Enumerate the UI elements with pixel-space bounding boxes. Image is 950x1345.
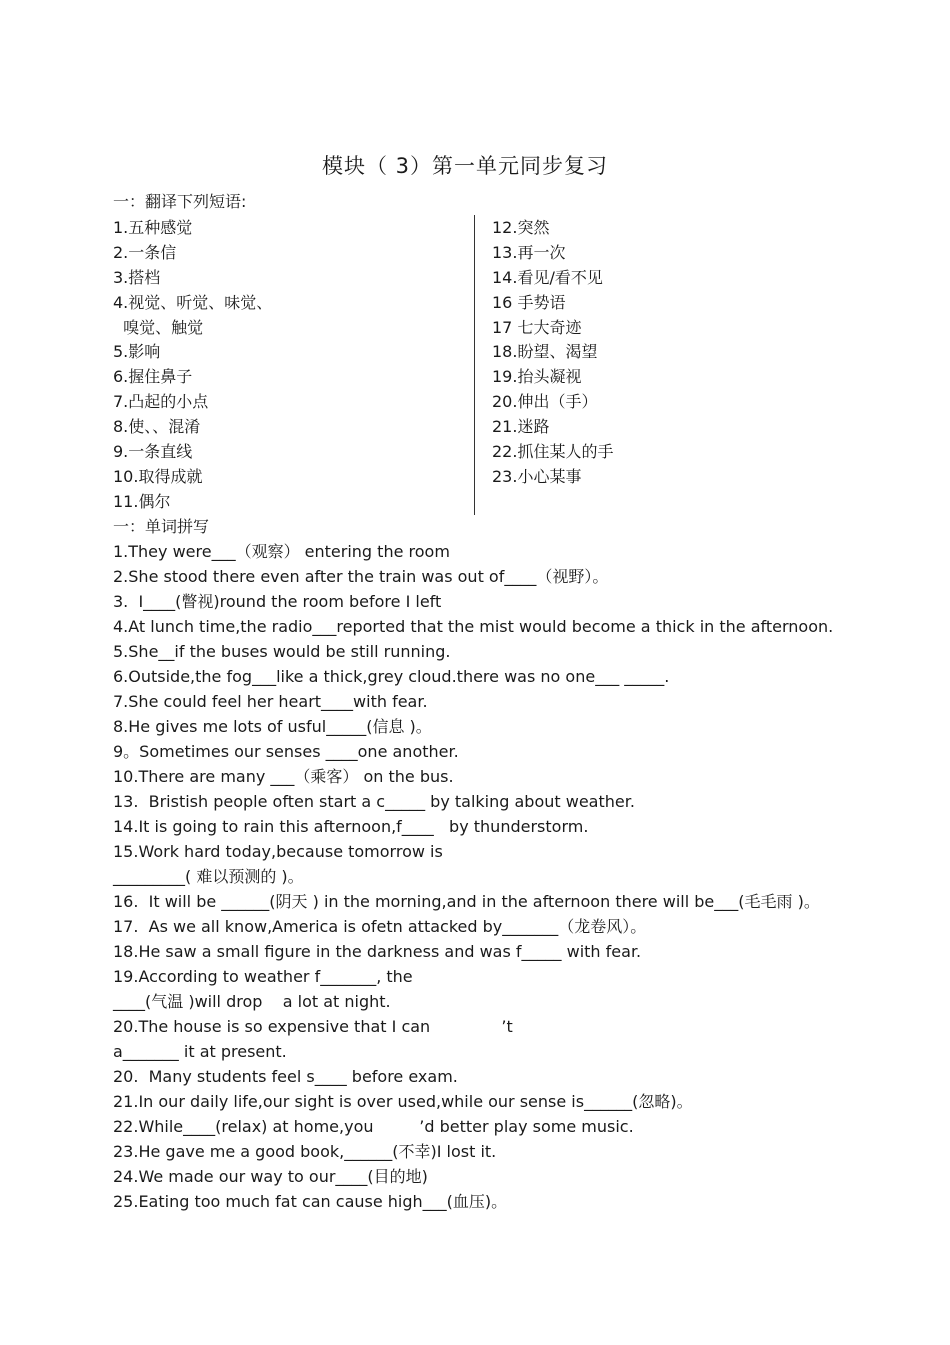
spelling-item: 22.While____(relax) at home,you ’d better play some music. [113, 1117, 634, 1136]
spelling-item: 1.They were___（观察） entering the room [113, 542, 450, 561]
phrase-item: 20.伸出（手） [492, 392, 598, 412]
spelling-item: 16. It will be ______(阴天 ) in the morning,and in the afternoon there will be___(毛毛雨 )。 [113, 892, 820, 911]
spelling-item: a_______ it at present. [113, 1042, 287, 1061]
phrase-list-left [113, 217, 272, 516]
spelling-item: 19.According to weather f_______, the [113, 967, 413, 986]
phrase-item: 22.抓住某人的手 [492, 442, 614, 462]
spelling-item: 24.We made our way to our____(目的地) [113, 1167, 428, 1186]
spelling-item: 20.The house is so expensive that I can ’t [113, 1017, 513, 1036]
spelling-item: 13. Bristish people often start a c_____ by talking about weather. [113, 792, 635, 811]
spelling-item: 3. I____(瞥视)round the room before I left [113, 592, 442, 611]
spelling-item: 6.Outside,the fog___like a thick,grey cloud.there was no one___ _____. [113, 667, 670, 686]
phrase-item: 嗅觉、触觉 [113, 317, 204, 337]
spelling-item: 8.He gives me lots of usful_____(信息 )。 [113, 717, 432, 736]
spelling-item: 25.Eating too much fat can cause high___(血压)。 [113, 1192, 508, 1211]
spelling-item: 21.In our daily life,our sight is over used,while our sense is______(忽略)。 [113, 1092, 693, 1111]
phrase-item: 17 七大奇迹 [492, 317, 582, 337]
phrase-item: 6.握住鼻子 [113, 367, 193, 387]
phrase-item: 8.使、、混淆 [113, 417, 201, 437]
phrase-item: 3.搭档 [113, 267, 161, 287]
phrase-item: 1.五种感觉 [113, 218, 193, 237]
spelling-item: 2.She stood there even after the train was out of____（视野）。 [113, 567, 609, 586]
spelling-item: 18.He saw a small figure in the darkness and was f_____ with fear. [113, 942, 642, 961]
phrase-item: 7.凸起的小点 [113, 392, 209, 412]
spelling-item: 17. As we all know,America is ofetn attacked by_______（龙卷风）。 [113, 917, 647, 936]
phrase-item: 12.突然 [492, 218, 550, 237]
spelling-item: 4.At lunch time,the radio___reported that the mist would become a thick in the afternoon. [113, 617, 834, 636]
phrase-item: 9.一条直线 [113, 442, 193, 462]
spelling-item: 20. Many students feel s____ before exam. [113, 1067, 458, 1086]
spelling-item: 15.Work hard today,because tomorrow is [113, 842, 443, 861]
spelling-item: 9。Sometimes our senses ____one another. [113, 742, 459, 761]
phrase-item: 14.看见/看不见 [492, 267, 603, 287]
spelling-item: 14.It is going to rain this afternoon,f____ by thunderstorm. [113, 817, 589, 836]
phrase-item: 2.一条信 [113, 242, 177, 262]
phrase-item: 10.取得成就 [113, 466, 203, 486]
page-title: 模块（ 3）第一单元同步复习 [321, 154, 609, 178]
section2-heading: 一：单词拼写 [113, 517, 210, 536]
phrase-item: 11.偶尔 [113, 491, 171, 511]
phrase-item: 19.抬头凝视 [492, 367, 582, 387]
phrase-item: 23.小心某事 [492, 466, 582, 486]
column-divider [474, 215, 475, 515]
spelling-item: 23.He gave me a good book,______(不幸)I lost it. [113, 1142, 497, 1161]
phrase-list-right [492, 217, 613, 491]
spelling-item: 5.She__if the buses would be still running. [113, 642, 451, 661]
phrase-item: 13.再一次 [492, 242, 566, 262]
spelling-item: 10.There are many ___（乘客） on the bus. [113, 767, 454, 786]
phrase-item: 18.盼望、渴望 [492, 342, 598, 362]
spelling-item: 7.She could feel her heart____with fear. [113, 692, 428, 711]
spelling-item: _________( 难以预测的 )。 [113, 867, 304, 886]
phrase-item: 5.影响 [113, 342, 161, 362]
phrase-item: 21.迷路 [492, 417, 550, 437]
spelling-section [113, 516, 833, 1216]
spelling-item: ____(气温 )will drop a lot at night. [113, 992, 391, 1011]
phrase-item: 16 手势语 [492, 292, 566, 312]
phrase-item: 4.视觉、听觉、味觉、 [113, 292, 273, 312]
section1-heading: 一：翻译下列短语: [113, 192, 247, 211]
